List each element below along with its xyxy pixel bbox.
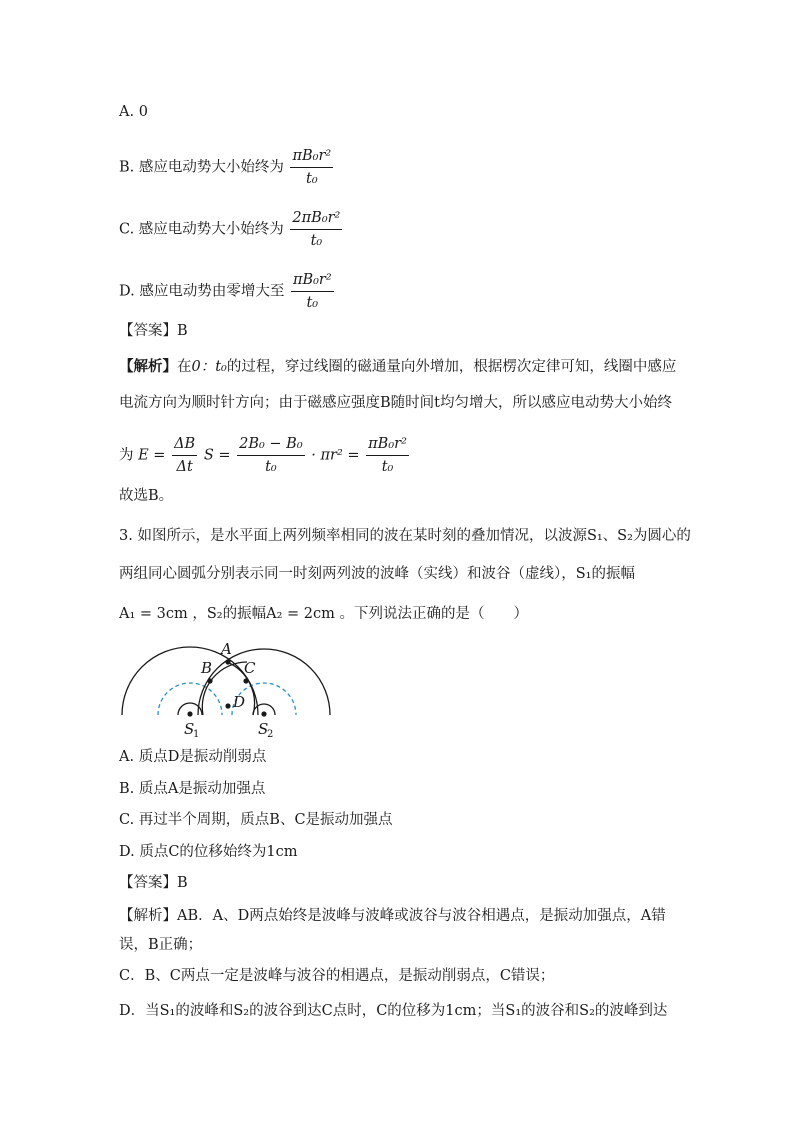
q2-option-b-fraction — [290, 146, 333, 189]
source-s1-dot — [187, 711, 192, 716]
eq-fraction-3 — [366, 434, 409, 477]
q2-option-d-fraction — [291, 270, 334, 313]
q3-analysis-line1: 【解析】AB．A、D两点始终是波峰与波峰或波谷与波谷相遇点，是振动加强点，A错 — [119, 908, 666, 924]
q2-analysis-line2: 电流方向为顺时针方向；由于磁感应强度B随时间t均匀增大，所以感应电动势大小始终 — [119, 395, 672, 411]
q3-analysis-line4: D．当S₁的波峰和S₂的波谷到达C点时，C的位移为1cm；当S₁的波谷和S₂的波峰到达 — [119, 1003, 668, 1019]
q2-option-b-text: B. 感应电动势大小始终为 — [119, 159, 284, 176]
eq-middle: · πr² = — [311, 447, 360, 464]
fraction-denominator: t₀ — [265, 459, 277, 475]
label-s1-subscript: 1 — [193, 729, 200, 740]
label-c: C — [244, 659, 256, 677]
q2-analysis-equation — [119, 434, 411, 477]
analysis-text: 在 — [177, 359, 192, 375]
q3-stem-line3: A₁ = 3cm ，S₂的振幅A₂ = 2cm 。下列说法正确的是（ ） — [119, 606, 528, 622]
fraction-denominator: t₀ — [306, 171, 318, 187]
fraction-denominator: Δt — [176, 459, 193, 475]
point-b-dot — [207, 678, 212, 683]
analysis-label: 【解析】 — [119, 358, 177, 375]
s1-trough-arc — [158, 683, 222, 715]
point-a-dot — [225, 659, 230, 664]
q3-option-c: C. 再过半个周期，质点B、C是振动加强点 — [119, 812, 393, 828]
label-s2: S — [258, 720, 269, 738]
q2-conclusion: 故选B。 — [119, 488, 174, 504]
q3-stem-line2: 两组同心圆弧分别表示同一时刻两列波的波峰（实线）和波谷（虚线），S₁的振幅 — [119, 566, 635, 582]
eq-area: S = — [203, 447, 231, 464]
q2-analysis-line1 — [119, 357, 676, 377]
q3-option-a: A. 质点D是振动削弱点 — [119, 749, 267, 765]
q3-option-b: B. 质点A是振动加强点 — [119, 781, 266, 797]
q3-answer: 【答案】B — [119, 875, 188, 891]
fraction-denominator: t₀ — [381, 459, 394, 475]
analysis-text: 为 — [119, 447, 134, 464]
q2-option-a: A. 0 — [119, 104, 148, 120]
q2-option-c-fraction — [290, 208, 342, 251]
point-c-dot — [243, 678, 248, 683]
fraction-numerator: 2B₀ − B₀ — [237, 434, 305, 456]
eq-emf: E = — [138, 447, 166, 464]
q2-option-c-text: C. 感应电动势大小始终为 — [119, 221, 284, 238]
label-b: B — [201, 659, 213, 677]
fraction-numerator: 2πB₀r² — [290, 208, 342, 230]
fraction-numerator: ΔB — [172, 434, 197, 456]
fraction-denominator: t₀ — [310, 233, 323, 249]
wave-interference-diagram — [120, 640, 336, 740]
q2-answer: 【答案】B — [119, 323, 188, 339]
q2-option-c — [119, 208, 344, 251]
q2-option-d-text: D. 感应电动势由零增大至 — [119, 283, 285, 300]
fraction-numerator: πB₀r² — [290, 146, 333, 168]
q2-option-b — [119, 146, 335, 189]
q3-stem-line1: 3. 如图所示，是水平面上两列频率相同的波在某时刻的叠加情况，以波源S₁、S₂为圆心的 — [119, 528, 691, 544]
label-s2-subscript: 2 — [267, 729, 274, 740]
label-d: D — [233, 693, 246, 711]
q3-analysis-line3: C．B、C两点一定是波峰与波谷的相遇点，是振动削弱点，C错误； — [119, 968, 555, 984]
eq-fraction-2 — [237, 434, 305, 477]
fraction-denominator: t₀ — [306, 295, 319, 311]
label-a: A — [221, 640, 232, 658]
time-range: 0：t₀ — [191, 359, 227, 375]
s2-outer-crest-arc — [198, 649, 330, 715]
fraction-numerator: πB₀r² — [291, 270, 334, 292]
fraction-numerator: πB₀r² — [366, 434, 409, 456]
q3-option-d: D. 质点C的位移始终为1cm — [119, 844, 298, 860]
source-s2-dot — [261, 711, 266, 716]
label-s1: S — [184, 720, 195, 738]
eq-fraction-1 — [172, 434, 197, 477]
point-d-dot — [225, 703, 230, 708]
q2-option-d — [119, 270, 336, 313]
analysis-text: 的过程，穿过线圈的磁通量向外增加，根据楞次定律可知，线圈中感应 — [226, 359, 677, 375]
q3-analysis-line2: 误，B正确； — [119, 937, 203, 953]
